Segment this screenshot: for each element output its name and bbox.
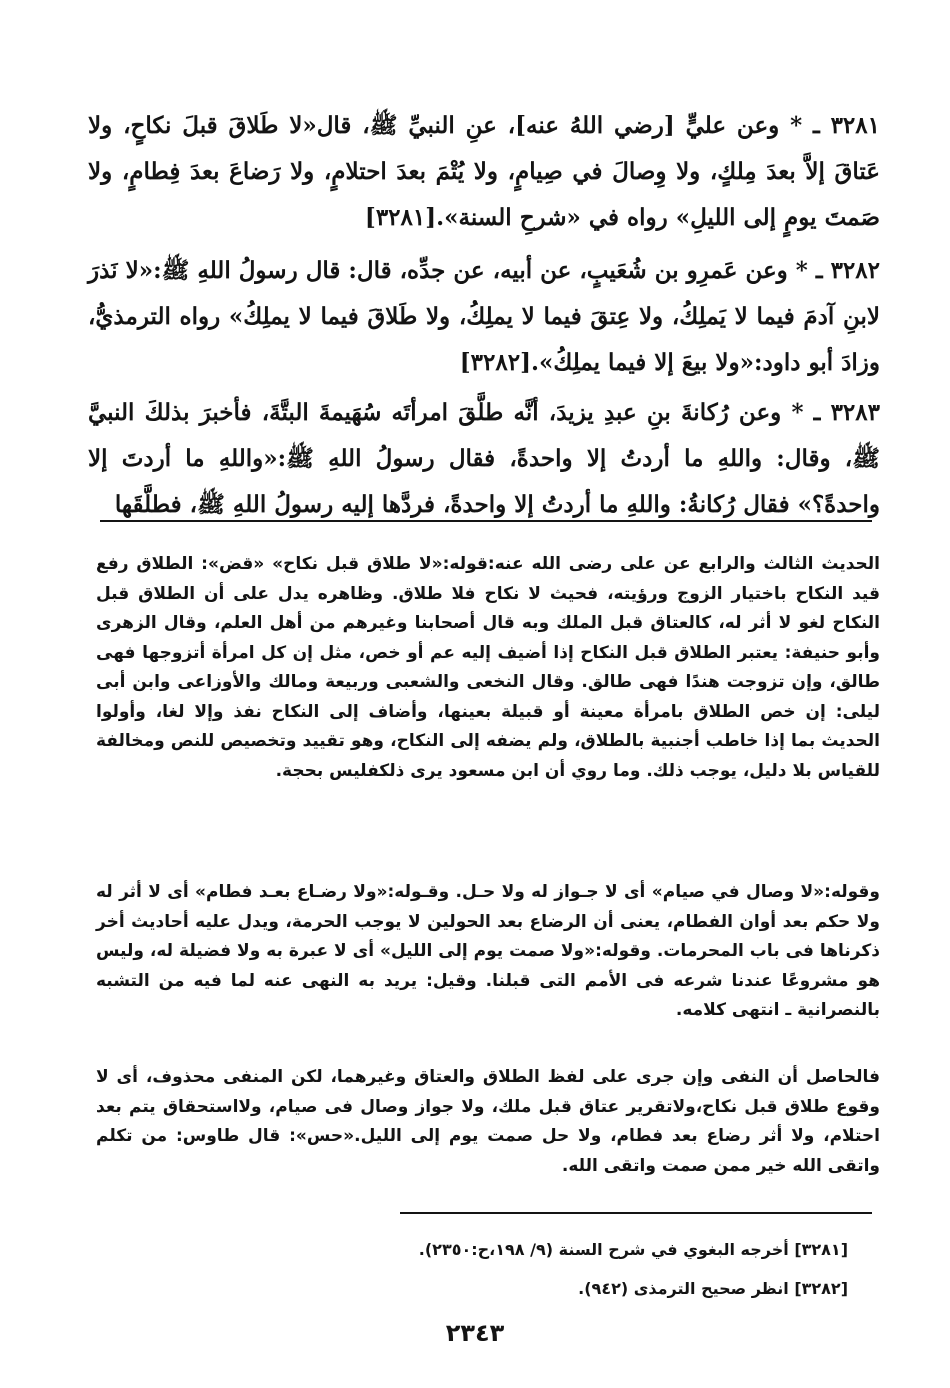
- main-divider: [100, 520, 872, 522]
- commentary-paragraph-2: وقوله:«لا وصال في صيام» أى لا جـواز له ولا حـل. وقـوله:«ولا رضـاع بعـد فطام» أى لا أثر له ولا حكم بعد أوان الفطام، يعنى أن الرضاع بعد الحولين لا يوجب الحرمة، ويدل عليه أحاديث أخر ذكرناها فى باب المحرمات. وقوله:«ولا صمت يوم إلى الليل» أى لا عبرة به ولا فضيلة له، وليس هو مشروعًا عندنا شرعه فى الأمم التى قبلنا. وقيل: يريد به النهى عنه لما فيه من التشبه بالنصرانية ـ انتهى كلامه.: [96, 882, 880, 1020]
- page-number: ٢٣٤٣: [445, 1319, 505, 1347]
- footnote-divider: [400, 1212, 872, 1214]
- commentary-paragraph-3: فالحاصل أن النفى وإن جرى على لفظ الطلاق والعتاق وغيرهما، لكن المنفى محذوف، أى لا وقوع طلاق قبل نكاح،ولاتقرير عتاق قبل ملك، ولا جواز وصال فى صيام، ولااستحقاق يتم بعد احتلام، ولا أثر رضاع بعد فطام، ولا حل صمت يوم إلى الليل.«حس»: قال طاوس: من تكلم واتقى الله خير ممن صمت واتقى الله.: [96, 1067, 880, 1176]
- hadith-3281: ٣٢٨١ ـ * وعن عليٍّ [رضي اللهُ عنه]، عنِ النبيِّ ﷺ، قال«لا طَلاقَ قبلَ نكاحٍ، ولا عَتاقَ إلاَّ بعدَ مِلكٍ، ولا وِصالَ في صِيامٍ، ولا يُتْمَ بعدَ احتلامٍ، ولا رَضاعَ بعدَ فِطامٍ، ولا صَمتَ يومٍ إلى الليلِ» رواه في «شرحِ السنة».[٣٢٨١]: [88, 112, 880, 231]
- commentary-paragraph-1: الحديث الثالث والرابع عن على رضى الله عنه:قوله:«لا طلاق قبل نكاح» «قض»: الطلاق رفع قيد النكاح باختيار الزوج ورؤيته، فحيث لا نكاح فلا طلاق. وظاهره يدل على أن الطلاق قبل النكاح لغو لا أثر له، كالعتاق قبل الملك وبه قال أصحابنا وغيرهم من أهل العلم، وقال الزهرى وأبو حنيفة: يعتبر الطلاق قبل النكاح إذا أضيف إليه عم أو خص، مثل إن كل امرأة أتزوجها فهى طالق، وإن تزوجت هندًا فهى طالق. وقال النخعى والشعبى وربيعة ومالك والأوزاعى وابن أبى ليلى: إن خص الطلاق بامرأة معينة أو قبيلة بعينها، وأضاف إلى النكاح نفذ وإلا لغا، وأولوا الحديث بما إذا خاطب أجنبية بالطلاق، ولم يضفه إلى النكاح، وهو تقييد وتخصيص للنص ومخالفة للقياس بلا دليل، يوجب ذلك. وما روي أن ابن مسعود يرى ذلكفليس بحجة.: [96, 554, 880, 781]
- hadith-3282: ٣٢٨٢ ـ * وعن عَمرِو بن شُعَيبٍ، عن أبيه، عن جدِّه، قال: قال رسولُ اللهِ ﷺ:«لا نَذرَ لابنِ آدمَ فيما لا يَملِكُ، ولا عِتقَ فيما لا يملِكُ، ولا طَلاقَ فيما لا يملِكُ» رواه الترمذيُّ، وزادَ أبو داود:«ولا بيعَ إلا فيما يملِكُ».[٣٢٨٢]: [88, 257, 880, 376]
- hadith-3283: ٣٢٨٣ ـ * وعن رُكانةَ بنِ عبدِ يزيدَ، أنَّه طلَّقَ امرأتَه سُهَيمةَ البتَّةَ، فأخبرَ بذلكَ النبيَّ ﷺ، وقال: واللهِ ما أردتُ إلا واحدةً، فقال رسولُ اللهِ ﷺ:«واللهِ ما أردتَ إلا واحدةً؟» فقال رُكانةُ: واللهِ ما أردتُ إلا واحدةً، فردَّها إليه رسولُ اللهِ ﷺ، فطلَّقَها: [88, 399, 880, 518]
- footnote-3282: [٣٢٨٢] انظر صحيح الترمذى (٩٤٢).: [578, 1279, 848, 1298]
- footnote-3281: [٣٢٨١] أخرجه البغوي في شرح السنة (٩/ ١٩٨،ح:٢٣٥٠).: [418, 1240, 848, 1259]
